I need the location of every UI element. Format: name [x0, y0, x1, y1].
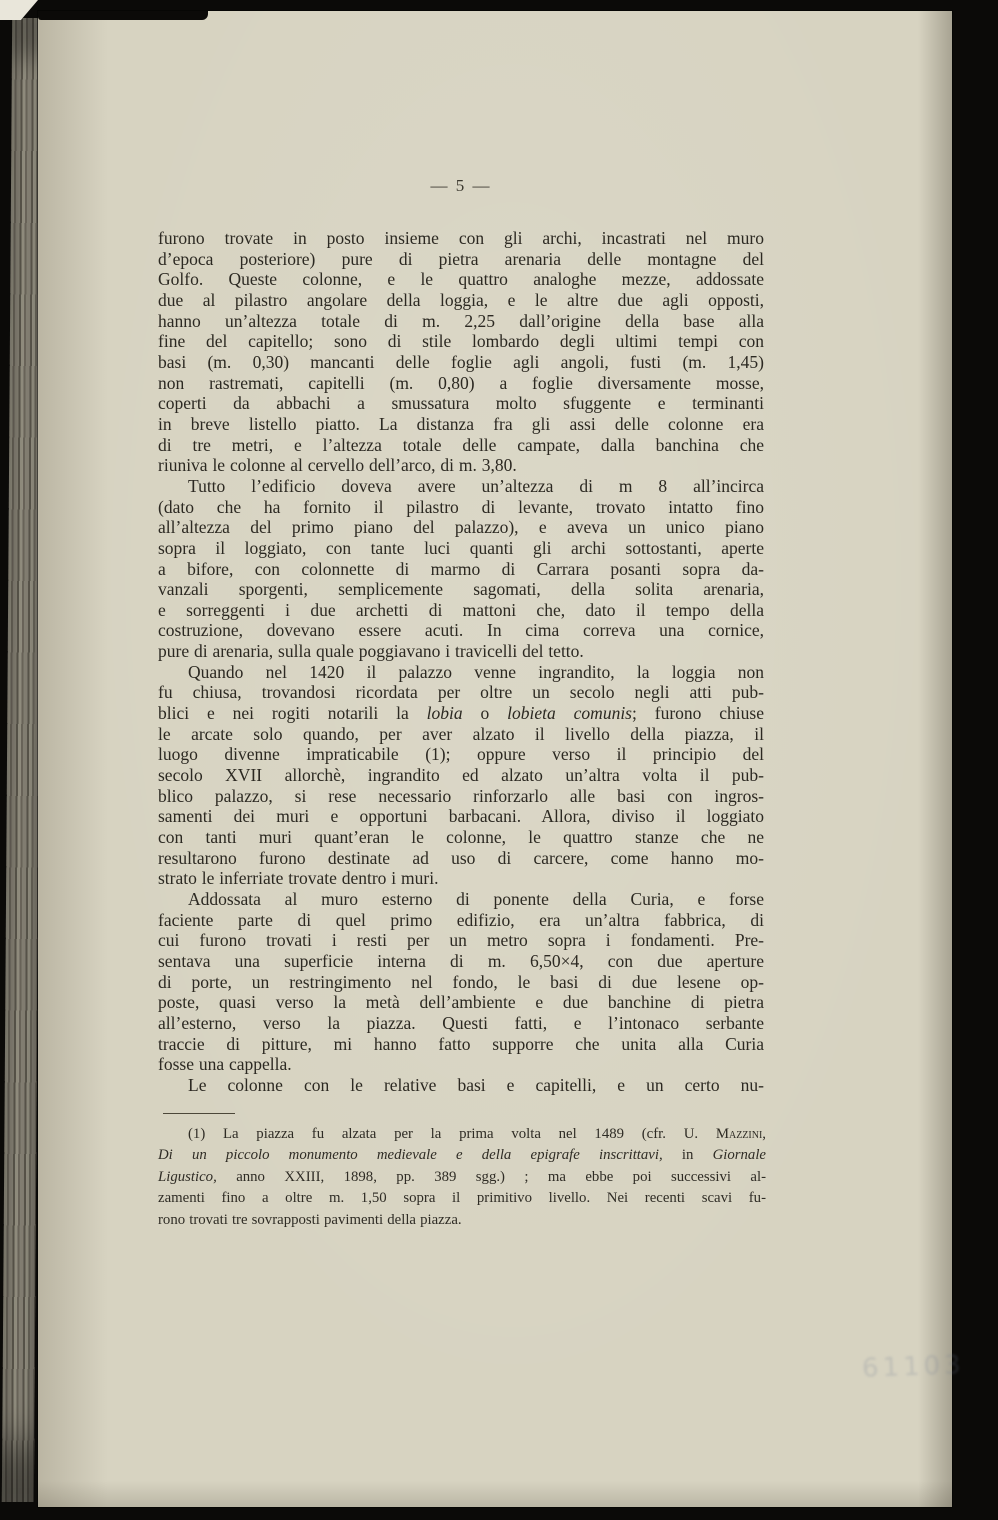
- text-line: (dato che ha fornito il pilastro di levante, trovato intatto fino: [158, 496, 764, 517]
- text-line: poste, quasi verso la metà dell’ambiente e due banchine di pietra: [158, 992, 764, 1013]
- text-line: blici e nei rogiti notarili la lobia o lobieta comunis; furono chiuse: [158, 703, 764, 724]
- text-line: secolo XVII allorchè, ingrandito ed alzato un’altra volta il pub-: [158, 765, 764, 786]
- text-line: di tre metri, e l’altezza totale delle campate, dalla banchina che: [158, 434, 764, 455]
- text-line: Quando nel 1420 il palazzo venne ingrandito, la loggia non: [188, 661, 764, 682]
- italic-text: Ligustico,: [158, 1168, 217, 1185]
- text-line: faciente parte di quel primo edifizio, era un’altra fabbrica, di: [158, 909, 764, 930]
- smallcaps-text: Mazzini: [715, 1126, 763, 1142]
- text-line: Addossata al muro esterno di ponente della Curia, e forse: [188, 889, 764, 909]
- faint-showthrough-stamp: 61103: [861, 1350, 966, 1384]
- text-line: fosse una cappella.: [158, 1054, 292, 1075]
- paragraph: [158, 1124, 766, 1231]
- italic-text: lobieta comunis: [507, 703, 632, 724]
- text-line: Ligustico, anno XXIII, 1898, pp. 389 sgg.) ; ma ebbe poi successivi al-: [158, 1168, 766, 1185]
- footnote: [158, 1124, 766, 1231]
- text-line: resultarono furono destinate ad uso di carcere, come hanno mo-: [158, 847, 764, 868]
- body-text: [158, 228, 764, 1096]
- text-line: all’esterno, verso la piazza. Questi fatti, e l’intonaco serbante: [158, 1012, 764, 1033]
- paragraph: [158, 228, 764, 476]
- text-line: coperti da abbachi a smussatura molto sfuggente e terminanti: [158, 393, 764, 414]
- text-line: non rastremati, capitelli (m. 0,80) a foglie diversamente mosse,: [158, 372, 764, 393]
- text-line: rono trovati tre sovrapposti pavimenti della piazza.: [158, 1211, 462, 1228]
- italic-text: Giornale: [712, 1147, 766, 1164]
- text-line: in breve listello piatto. La distanza fra gli assi delle colonne era: [158, 413, 764, 434]
- text-line: sentava una superficie interna di m. 6,50×4, con due aperture: [158, 950, 764, 971]
- italic-text: Di un piccolo monumento medievale e della epigrafe inscrittavi,: [158, 1147, 663, 1164]
- text-line: riuniva le colonne al cervello dell’arco, di m. 3,80.: [158, 455, 517, 476]
- text-line: Tutto l’edificio doveva avere un’altezza di m 8 all’incirca: [188, 475, 764, 496]
- text-line: blico palazzo, si rese necessario rinforzarlo alle basi con ingros-: [158, 785, 764, 806]
- footnote-rule: [163, 1113, 235, 1114]
- text-line: Golfo. Queste colonne, e le quattro analoghe mezze, addossate: [158, 269, 764, 290]
- page-number: — 5 —: [430, 176, 492, 195]
- text-line: costruzione, dovevano essere acuti. In cima correva una cornice,: [158, 620, 764, 641]
- text-line: basi (m. 0,30) mancanti delle foglie agli angoli, fusti (m. 1,45): [158, 351, 764, 372]
- paragraph: [158, 476, 764, 662]
- text-line: a bifore, con colonnette di marmo di Carrara posanti sopra da-: [158, 558, 764, 579]
- text-line: le arcate solo quando, per aver alzato il livello della piazza, il: [158, 723, 764, 744]
- text-line: pure di arenaria, sulla quale poggiavano i travicelli del tetto.: [158, 641, 584, 662]
- text-line: di porte, un restringimento nel fondo, le basi di due lesene op-: [158, 971, 764, 992]
- scan-top-edge-shadow: [38, 11, 208, 20]
- text-line: e sorreggenti i due archetti di mattoni che, dato il tempo della: [158, 599, 764, 620]
- text-line: due al pilastro angolare della loggia, e le altre due agli opposti,: [158, 289, 764, 310]
- text-line: traccie di pitture, mi hanno fatto supporre che unita alla Curia: [158, 1033, 764, 1054]
- paragraph: [158, 889, 764, 1075]
- text-line: all’altezza del primo piano del palazzo), e aveva un unico piano: [158, 517, 764, 538]
- text-line: Le colonne con le relative basi e capitelli, e un certo nu-: [188, 1074, 764, 1095]
- text-line: (1) La piazza fu alzata per la prima volta nel 1489 (cfr. U. Mazzini,: [188, 1126, 766, 1142]
- paragraph: [158, 1075, 764, 1096]
- italic-text: lobia: [426, 703, 463, 724]
- text-line: vanzali sporgenti, semplicemente sagomati, della solita arenaria,: [158, 579, 764, 600]
- paragraph: [158, 662, 764, 889]
- text-line: Di un piccolo monumento medievale e della epigrafe inscrittavi, in Giornale: [158, 1147, 766, 1164]
- text-line: fu chiusa, trovandosi ricordata per oltre un secolo negli atti pub-: [158, 682, 764, 703]
- text-line: cui furono trovati i resti per un metro sopra i fondamenti. Pre-: [158, 930, 764, 951]
- text-line: strato le inferriate trovate dentro i muri.: [158, 868, 439, 889]
- text-line: d’epoca posteriore) pure di pietra arenaria delle montagne del: [158, 248, 764, 269]
- text-line: sopra il loggiato, con tante luci quanti gli archi sottostanti, aperte: [158, 537, 764, 558]
- text-line: zamenti fino a oltre m. 1,50 sopra il primitivo livello. Nei recenti scavi fu-: [158, 1190, 766, 1207]
- text-line: hanno un’altezza totale di m. 2,25 dall’origine della base alla: [158, 310, 764, 331]
- text-line: samenti dei muri e opportuni barbacani. Allora, diviso il loggiato: [158, 806, 764, 827]
- text-line: con tanti muri quant’eran le colonne, le quattro stanze che ne: [158, 827, 764, 848]
- text-line: fine del capitello; sono di stile lombardo degli ultimi tempi con: [158, 331, 764, 352]
- text-line: furono trovate in posto insieme con gli archi, incastrati nel muro: [158, 228, 764, 248]
- text-line: luogo divenne impraticabile (1); oppure verso il principio del: [158, 744, 764, 765]
